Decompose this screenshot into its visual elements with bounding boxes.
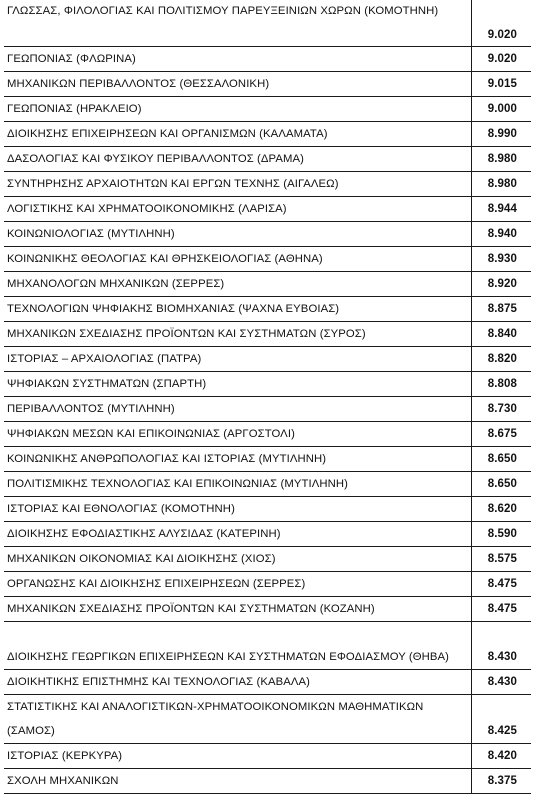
score-cell: 8.575 [472, 546, 532, 571]
score-cell: 8.820 [472, 346, 532, 371]
table-row [4, 296, 531, 321]
department-name-cell: ΣΧΟΛΗ ΜΗΧΑΝΙΚΩΝ [4, 768, 472, 793]
score-cell: 8.475 [472, 596, 532, 621]
table-row [4, 743, 531, 768]
table-row [4, 669, 531, 694]
department-name-cell: ΣΤΑΤΙΣΤΙΚΗΣ ΚΑΙ ΑΝΑΛΟΓΙΣΤΙΚΩΝ-ΧΡΗΜΑΤΟΟΙΚΟΝΟΜΙΚΩΝ ΜΑΘΗΜΑΤΙΚΩΝ (ΣΑΜΟΣ) [4, 694, 472, 743]
department-name-cell: ΔΙΟΙΚΗΣΗΣ ΕΦΟΔΙΑΣΤΙΚΗΣ ΑΛΥΣΙΔΑΣ (ΚΑΤΕΡΙΝΗ) [4, 521, 472, 546]
department-name-cell: ΚΟΙΝΩΝΙΟΛΟΓΙΑΣ (ΜΥΤΙΛΗΝΗ) [4, 221, 472, 246]
department-name-cell: ΔΙΟΙΚΗΤΙΚΗΣ ΕΠΙΣΤΗΜΗΣ ΚΑΙ ΤΕΧΝΟΛΟΓΙΑΣ (ΚΑΒΑΛΑ) [4, 669, 472, 694]
table-row [4, 421, 531, 446]
department-name-cell: ΜΗΧΑΝΙΚΩΝ ΟΙΚΟΝΟΜΙΑΣ ΚΑΙ ΔΙΟΙΚΗΣΗΣ (ΧΙΟΣ) [4, 546, 472, 571]
department-name-cell: ΔΙΟΙΚΗΣΗΣ ΓΕΩΡΓΙΚΩΝ ΕΠΙΧΕΙΡΗΣΕΩΝ ΚΑΙ ΣΥΣΤΗΜΑΤΩΝ ΕΦΟΔΙΑΣΜΟΥ (ΘΗΒΑ) [4, 621, 472, 669]
table-row [4, 596, 531, 621]
department-name-cell: ΔΑΣΟΛΟΓΙΑΣ ΚΑΙ ΦΥΣΙΚΟΥ ΠΕΡΙΒΑΛΛΟΝΤΟΣ (ΔΡΑΜΑ) [4, 146, 472, 171]
table-row [4, 694, 531, 743]
department-scores-table [4, 0, 531, 794]
department-name-cell: ΚΟΙΝΩΝΙΚΗΣ ΘΕΟΛΟΓΙΑΣ ΚΑΙ ΘΡΗΣΚΕΙΟΛΟΓΙΑΣ (ΑΘΗΝΑ) [4, 246, 472, 271]
table-row [4, 146, 531, 171]
department-name-cell: ΜΗΧΑΝΙΚΩΝ ΠΕΡΙΒΑΛΛΟΝΤΟΣ (ΘΕΣΣΑΛΟΝΙΚΗ) [4, 71, 472, 96]
score-cell: 9.020 [472, 0, 532, 46]
table-row [4, 196, 531, 221]
score-cell: 9.020 [472, 46, 532, 71]
table-row [4, 46, 531, 71]
score-cell: 8.920 [472, 271, 532, 296]
score-cell: 8.430 [472, 621, 532, 669]
table-row [4, 321, 531, 346]
table-row [4, 271, 531, 296]
table-row [4, 246, 531, 271]
table-row [4, 171, 531, 196]
department-name-cell: ΟΡΓΑΝΩΣΗΣ ΚΑΙ ΔΙΟΙΚΗΣΗΣ ΕΠΙΧΕΙΡΗΣΕΩΝ (ΣΕΡΡΕΣ) [4, 571, 472, 596]
table-row [4, 121, 531, 146]
score-cell: 8.990 [472, 121, 532, 146]
department-name-cell: ΓΕΩΠΟΝΙΑΣ (ΦΛΩΡΙΝΑ) [4, 46, 472, 71]
score-cell: 8.430 [472, 669, 532, 694]
table-row [4, 471, 531, 496]
department-name-cell: ΣΥΝΤΗΡΗΣΗΣ ΑΡΧΑΙΟΤΗΤΩΝ ΚΑΙ ΕΡΓΩΝ ΤΕΧΝΗΣ (ΑΙΓΑΛΕΩ) [4, 171, 472, 196]
department-name-cell: ΤΕΧΝΟΛΟΓΙΩΝ ΨΗΦΙΑΚΗΣ ΒΙΟΜΗΧΑΝΙΑΣ (ΨΑΧΝΑ ΕΥΒΟΙΑΣ) [4, 296, 472, 321]
score-cell: 8.420 [472, 743, 532, 768]
department-name-cell: ΛΟΓΙΣΤΙΚΗΣ ΚΑΙ ΧΡΗΜΑΤΟΟΙΚΟΝΟΜΙΚΗΣ (ΛΑΡΙΣΑ) [4, 196, 472, 221]
department-name-cell: ΜΗΧΑΝΟΛΟΓΩΝ ΜΗΧΑΝΙΚΩΝ (ΣΕΡΡΕΣ) [4, 271, 472, 296]
table-row [4, 96, 531, 121]
department-name-cell: ΜΗΧΑΝΙΚΩΝ ΣΧΕΔΙΑΣΗΣ ΠΡΟΪΟΝΤΩΝ ΚΑΙ ΣΥΣΤΗΜΑΤΩΝ (ΚΟΖΑΝΗ) [4, 596, 472, 621]
table-body [4, 0, 531, 793]
department-name-cell: ΜΗΧΑΝΙΚΩΝ ΣΧΕΔΙΑΣΗΣ ΠΡΟΪΟΝΤΩΝ ΚΑΙ ΣΥΣΤΗΜΑΤΩΝ (ΣΥΡΟΣ) [4, 321, 472, 346]
department-name-cell: ΙΣΤΟΡΙΑΣ (ΚΕΡΚΥΡΑ) [4, 743, 472, 768]
score-cell: 8.980 [472, 171, 532, 196]
score-cell: 8.980 [472, 146, 532, 171]
score-cell: 8.620 [472, 496, 532, 521]
score-cell: 8.475 [472, 571, 532, 596]
score-cell: 9.000 [472, 96, 532, 121]
score-cell: 8.840 [472, 321, 532, 346]
department-name-cell: ΠΟΛΙΤΙΣΜΙΚΗΣ ΤΕΧΝΟΛΟΓΙΑΣ ΚΑΙ ΕΠΙΚΟΙΝΩΝΙΑΣ (ΜΥΤΙΛΗΝΗ) [4, 471, 472, 496]
table-row [4, 71, 531, 96]
score-cell: 8.940 [472, 221, 532, 246]
score-cell: 8.730 [472, 396, 532, 421]
table-row [4, 621, 531, 669]
score-cell: 8.590 [472, 521, 532, 546]
score-cell: 8.425 [472, 694, 532, 743]
score-cell: 8.375 [472, 768, 532, 793]
score-cell: 8.675 [472, 421, 532, 446]
department-name-cell: ΓΕΩΠΟΝΙΑΣ (ΗΡΑΚΛΕΙΟ) [4, 96, 472, 121]
score-cell: 8.875 [472, 296, 532, 321]
department-name-cell: ΨΗΦΙΑΚΩΝ ΜΕΣΩΝ ΚΑΙ ΕΠΙΚΟΙΝΩΝΙΑΣ (ΑΡΓΟΣΤΟΛΙ) [4, 421, 472, 446]
department-name-cell: ΠΕΡΙΒΑΛΛΟΝΤΟΣ (ΜΥΤΙΛΗΝΗ) [4, 396, 472, 421]
table-row [4, 768, 531, 793]
table-row [4, 346, 531, 371]
score-cell: 8.808 [472, 371, 532, 396]
department-name-cell: ΙΣΤΟΡΙΑΣ ΚΑΙ ΕΘΝΟΛΟΓΙΑΣ (ΚΟΜΟΤΗΝΗ) [4, 496, 472, 521]
table-row [4, 396, 531, 421]
department-name-cell: ΓΛΩΣΣΑΣ, ΦΙΛΟΛΟΓΙΑΣ ΚΑΙ ΠΟΛΙΤΙΣΜΟΥ ΠΑΡΕΥΞΕΙΝΙΩΝ ΧΩΡΩΝ (ΚΟΜΟΤΗΝΗ) [4, 0, 472, 46]
score-cell: 8.930 [472, 246, 532, 271]
table-row [4, 446, 531, 471]
table-row [4, 221, 531, 246]
department-name-cell: ΨΗΦΙΑΚΩΝ ΣΥΣΤΗΜΑΤΩΝ (ΣΠΑΡΤΗ) [4, 371, 472, 396]
department-name-cell: ΔΙΟΙΚΗΣΗΣ ΕΠΙΧΕΙΡΗΣΕΩΝ ΚΑΙ ΟΡΓΑΝΙΣΜΩΝ (ΚΑΛΑΜΑΤΑ) [4, 121, 472, 146]
table-row [4, 0, 531, 46]
score-cell: 9.015 [472, 71, 532, 96]
table-row [4, 496, 531, 521]
score-cell: 8.650 [472, 446, 532, 471]
table-row [4, 371, 531, 396]
table-row [4, 546, 531, 571]
score-cell: 8.650 [472, 471, 532, 496]
department-name-cell: ΚΟΙΝΩΝΙΚΗΣ ΑΝΘΡΩΠΟΛΟΓΙΑΣ ΚΑΙ ΙΣΤΟΡΙΑΣ (ΜΥΤΙΛΗΝΗ) [4, 446, 472, 471]
table-row [4, 571, 531, 596]
score-cell: 8.944 [472, 196, 532, 221]
table-row [4, 521, 531, 546]
department-name-cell: ΙΣΤΟΡΙΑΣ – ΑΡΧΑΙΟΛΟΓΙΑΣ (ΠΑΤΡΑ) [4, 346, 472, 371]
